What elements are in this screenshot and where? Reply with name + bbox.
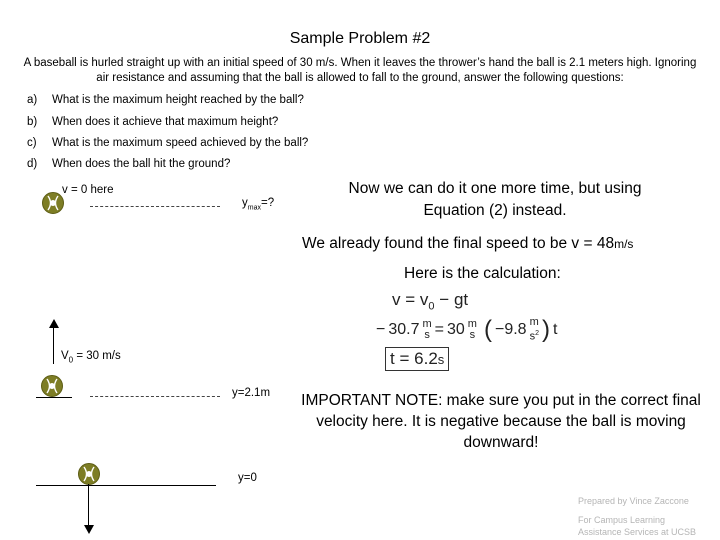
baseball-icon (77, 462, 101, 486)
baseball-icon (41, 191, 65, 215)
question-text-b: When does it achieve that maximum height? (52, 116, 279, 128)
initial-velocity-label: $V_0 = 30$ m/s (61, 350, 121, 365)
question-text-a: What is the maximum height reached by the ball? (52, 94, 304, 106)
top-velocity-label: v = 0 here (62, 184, 114, 196)
calculation-label: Here is the calculation: (404, 265, 561, 282)
ymax-label: $y_{max}=$? (242, 197, 275, 212)
footer-line-2: For Campus Learning (578, 515, 666, 525)
lead-text-line-1: Now we can do it one more time, but using (348, 180, 642, 197)
problem-statement: A baseball is hurled straight up with an initial speed of 30 m/s. When it leaves the thrower’s hand the ball is 2.1 meters high. Ignoring air resistance and assuming that the ball is allowed to fall to the ground, answer the following questions: (23, 57, 697, 84)
answer-box: t = 6.2s (385, 347, 449, 371)
ground-line (36, 485, 216, 486)
lead-text-line-2: Equation (2) instead. (423, 202, 567, 219)
arrow-up-icon (48, 319, 60, 329)
question-text-d: When does the ball hit the ground? (52, 158, 231, 170)
question-letter-b: b) (27, 116, 38, 128)
unit-fraction: m s (422, 318, 432, 341)
unit-fraction: m s (467, 318, 477, 341)
footer-line-1: Prepared by Vince Zaccone (578, 496, 689, 506)
launch-height-label: y=2.1m (232, 387, 271, 399)
arrow-down-icon (83, 525, 95, 535)
question-letter-c: c) (27, 137, 37, 149)
question-letter-d: d) (27, 158, 38, 170)
footer-line-3: Assistance Services at UCSB (578, 527, 697, 537)
upward-velocity-arrow (53, 324, 54, 364)
final-speed-statement: We already found the final speed to be v = 48m/s (302, 235, 634, 252)
equation-substituted: − 30.7 m s = 30 m s ( −9.8 m $s^2$ ) t (376, 316, 558, 343)
unit-fraction: m $s^2$ (529, 316, 539, 343)
right-paren: ) (541, 316, 550, 343)
page-title: Sample Problem #2 (289, 30, 431, 47)
ground-label: y=0 (238, 472, 257, 484)
equation-velocity: $v = v_0$ − gt (392, 290, 469, 313)
baseball-icon (40, 374, 64, 398)
hand-level-line (36, 397, 72, 398)
launch-height-dashed-line (90, 396, 220, 397)
downward-velocity-arrow (88, 484, 89, 528)
question-letter-a: a) (27, 94, 38, 106)
left-paren: ( (483, 316, 492, 343)
question-text-c: What is the maximum speed achieved by the ball? (52, 137, 309, 149)
max-height-dashed-line (90, 206, 220, 207)
important-note: IMPORTANT NOTE: make sure you put in the correct final velocity here. It is negative because the ball is moving downward! (301, 392, 701, 451)
